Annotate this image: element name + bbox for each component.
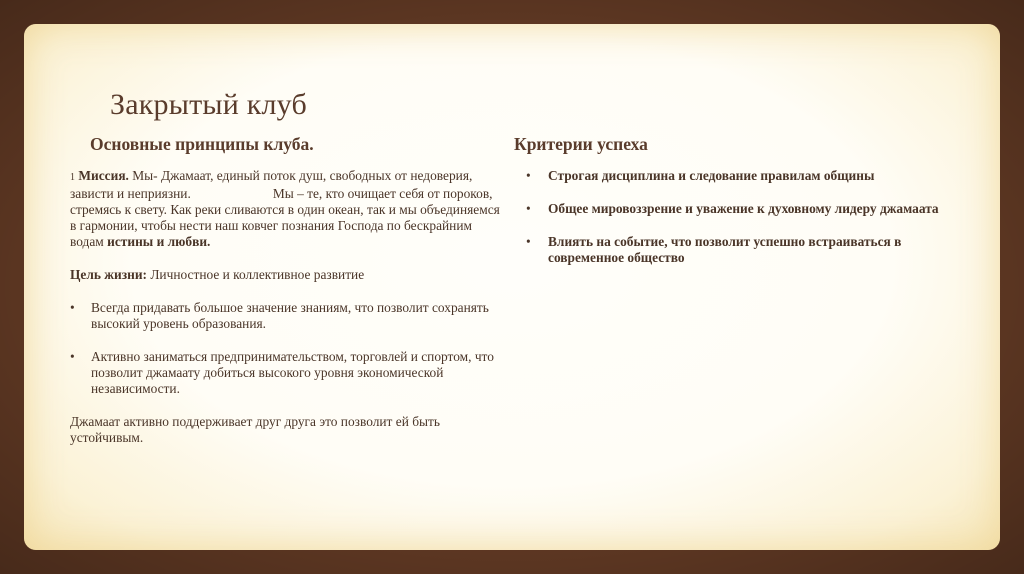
- spacer: [70, 332, 500, 349]
- mission-paragraph: [70, 168, 500, 250]
- spacer: [70, 397, 500, 414]
- left-heading: Основные принципы клуба.: [90, 134, 314, 154]
- goal-text: Личностное и коллективное развитие: [147, 267, 365, 282]
- right-bullet-text: Строгая дисциплина и следование правилам общины: [548, 168, 875, 183]
- right-bullet-item: [526, 234, 946, 266]
- bullet-icon: •: [70, 300, 75, 315]
- left-bullet-item: [70, 300, 500, 332]
- bullet-icon: •: [526, 234, 531, 249]
- right-column: [526, 168, 946, 283]
- right-bullet-item: [526, 201, 946, 217]
- right-heading: Критерии успеха: [514, 134, 648, 154]
- bullet-icon: •: [526, 201, 531, 216]
- right-bullet-text: Влиять на событие, что позволит успешно встраиваться в современное общество: [548, 234, 902, 265]
- mission-number: 1: [70, 172, 75, 183]
- slide-title: Закрытый клуб: [110, 88, 307, 121]
- left-bullet-item: [70, 349, 500, 397]
- bullet-icon: •: [526, 168, 531, 183]
- goal-paragraph: [70, 267, 500, 283]
- left-bullet-text: Всегда придавать большое значение знаниям, что позволит сохранять высокий уровень образования.: [91, 300, 489, 331]
- spacer: [70, 283, 500, 300]
- mission-text-2: Мы – те, кто очищает себя от пороков, стремясь к свету. Как реки сливаются в один океан, так и мы объединяемся в гармонии, чтобы нести наш ковчег познания Господа по бескрайним водам: [70, 186, 500, 249]
- mission-label: Миссия.: [78, 168, 129, 183]
- bullet-icon: •: [70, 349, 75, 364]
- closing-paragraph: Джамаат активно поддерживает друг друга это позволит ей быть устойчивым.: [70, 414, 440, 445]
- left-bullet-text: Активно заниматься предпринимательством, торговлей и спортом, что позволит джамаату добиться высокого уровня экономической независимости.: [91, 349, 494, 396]
- left-column: [70, 168, 500, 446]
- mission-text-1: Мы- Джамаат, единый поток душ, свободных от недоверия, зависти и неприязни.: [70, 168, 473, 201]
- right-bullet-text: Общее мировоззрение и уважение к духовному лидеру джамаата: [548, 201, 939, 216]
- spacer: [70, 250, 500, 267]
- mission-emphasis: истины и любви.: [107, 234, 211, 249]
- right-bullet-item: [526, 168, 946, 184]
- goal-label: Цель жизни:: [70, 267, 147, 282]
